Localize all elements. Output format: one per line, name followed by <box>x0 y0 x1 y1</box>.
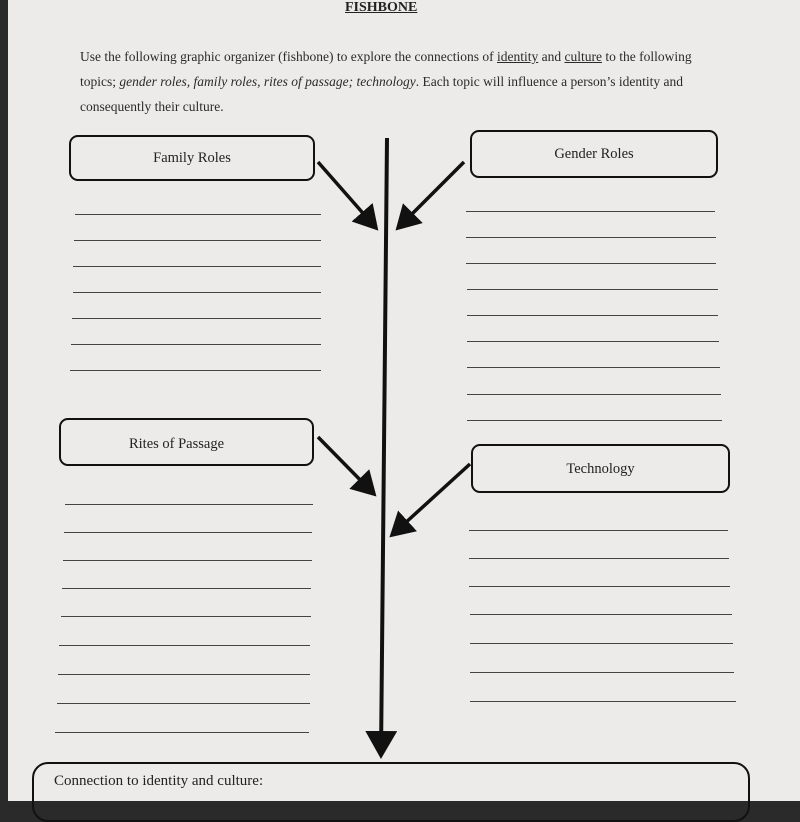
arrow-family-roles <box>318 162 376 228</box>
rites-of-passage-writing-line[interactable] <box>59 645 310 646</box>
gender-roles-writing-line[interactable] <box>467 315 718 316</box>
technology-label: Technology <box>566 461 635 477</box>
arrow-technology <box>392 464 470 535</box>
page-title: FISHBONE <box>345 0 418 15</box>
family-roles-writing-line[interactable] <box>74 240 321 241</box>
family-roles-label: Family Roles <box>153 150 231 166</box>
rites-of-passage-writing-line[interactable] <box>64 532 312 533</box>
arrow-gender-roles <box>398 162 464 228</box>
family-roles-writing-line[interactable] <box>73 292 321 293</box>
technology-writing-line[interactable] <box>470 672 734 673</box>
gender-roles-writing-line[interactable] <box>466 263 716 264</box>
rites-of-passage-writing-line[interactable] <box>65 504 313 505</box>
connection-label: Connection to identity and culture: <box>54 773 264 789</box>
rites-of-passage-box <box>59 418 314 466</box>
rites-of-passage-writing-line[interactable] <box>57 703 310 704</box>
rites-of-passage-writing-line[interactable] <box>63 560 312 561</box>
technology-writing-line[interactable] <box>469 558 729 559</box>
gender-roles-writing-line[interactable] <box>466 237 716 238</box>
rites-of-passage-writing-line[interactable] <box>58 674 310 675</box>
gender-roles-writing-line[interactable] <box>467 367 720 368</box>
spine-line <box>381 138 387 755</box>
technology-writing-line[interactable] <box>470 701 736 702</box>
gender-roles-writing-line[interactable] <box>466 211 715 212</box>
gender-roles-writing-line[interactable] <box>467 420 722 421</box>
instructions-paragraph: Use the following graphic organizer (fishbone) to explore the connections of identity and culture to the following topics; gender roles, family roles, rites of passage; technology. Each topic will influence a person’s identity and consequently their culture. <box>80 49 692 114</box>
connection-box[interactable] <box>32 762 750 822</box>
topics-list: gender roles, family roles, rites of passage; technology <box>119 74 416 89</box>
family-roles-writing-line[interactable] <box>73 266 321 267</box>
family-roles-writing-line[interactable] <box>70 370 321 371</box>
rites-of-passage-label: Rites of Passage <box>128 436 225 452</box>
rites-of-passage-writing-line[interactable] <box>55 732 309 733</box>
culture-term: culture <box>564 49 602 64</box>
technology-writing-line[interactable] <box>469 530 728 531</box>
rites-of-passage-writing-line[interactable] <box>62 588 311 589</box>
rites-of-passage-writing-line[interactable] <box>61 616 311 617</box>
family-roles-writing-line[interactable] <box>75 214 321 215</box>
gender-roles-box <box>470 130 718 178</box>
technology-writing-line[interactable] <box>469 586 730 587</box>
technology-box <box>471 444 730 493</box>
technology-writing-line[interactable] <box>470 614 732 615</box>
family-roles-writing-line[interactable] <box>72 318 321 319</box>
technology-writing-line[interactable] <box>470 643 733 644</box>
gender-roles-writing-line[interactable] <box>467 341 719 342</box>
identity-term: identity <box>497 49 539 64</box>
arrow-rites-of-passage <box>318 437 374 494</box>
gender-roles-writing-line[interactable] <box>467 394 721 395</box>
family-roles-box <box>69 135 315 181</box>
gender-roles-writing-line[interactable] <box>467 289 718 290</box>
gender-roles-label: Gender Roles <box>554 146 634 162</box>
family-roles-writing-line[interactable] <box>71 344 321 345</box>
